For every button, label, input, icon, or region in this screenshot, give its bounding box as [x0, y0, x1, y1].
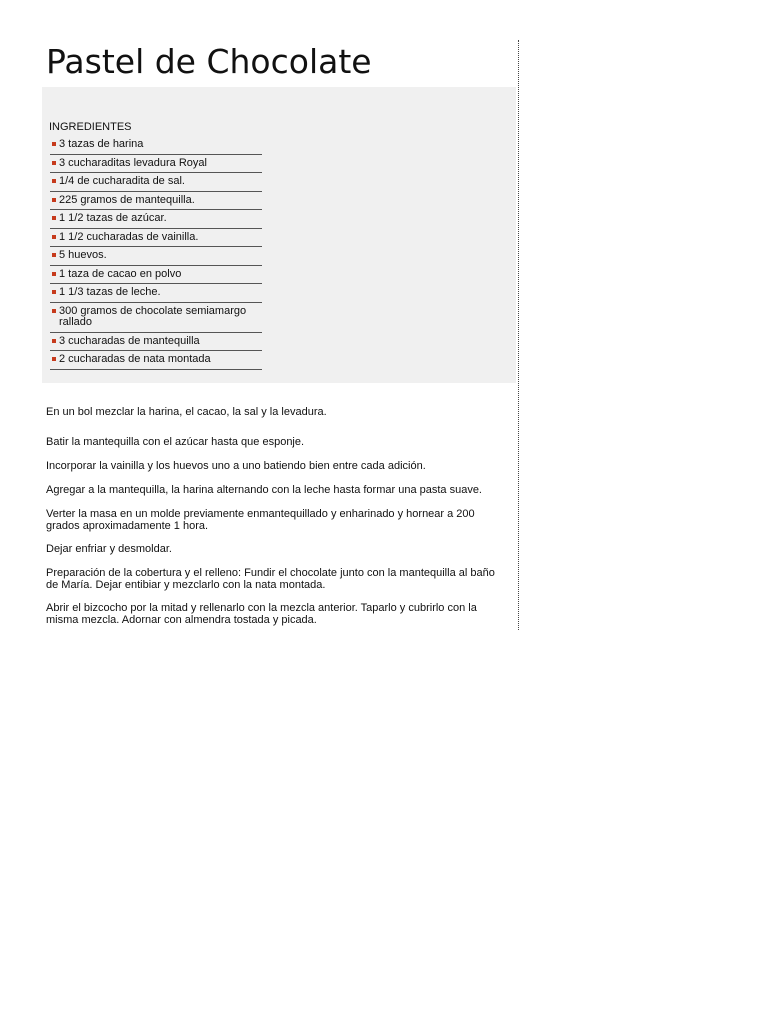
bullet-icon: [52, 235, 56, 239]
ingredient-text: 2 cucharadas de nata montada: [59, 353, 211, 365]
bullet-icon: [52, 198, 56, 202]
ingredient-item: [50, 247, 262, 266]
ingredient-text: 1 1/2 tazas de azúcar.: [59, 212, 167, 224]
bullet-icon: [52, 290, 56, 294]
ingredient-item: [50, 351, 262, 370]
ingredient-text: 1 1/2 cucharadas de vainilla.: [59, 230, 199, 243]
step-paragraph: Dejar enfriar y desmoldar.: [46, 543, 172, 555]
bullet-icon: [52, 179, 56, 183]
ingredient-text: 1/4 de cucharadita de sal.: [59, 175, 185, 187]
ingredient-item: [50, 192, 262, 211]
ingredient-list: [50, 136, 262, 370]
step-paragraph: Abrir el bizcocho por la mitad y rellenarlo con la mezcla anterior. Taparlo y cubrirlo con la misma mezcla. Adornar con almendra tostada y picada.: [46, 602, 477, 626]
ingredient-text: 1 1/3 tazas de leche.: [59, 286, 161, 298]
bullet-icon: [52, 272, 56, 276]
ingredient-item: [50, 155, 262, 174]
bullet-icon: [52, 161, 56, 165]
ingredient-item: [50, 333, 262, 352]
ingredient-text: 1 taza de cacao en polvo: [59, 267, 182, 280]
ingredient-text: 3 cucharaditas levadura Royal: [59, 156, 207, 169]
step-paragraph: Preparación de la cobertura y el relleno: Fundir el chocolate junto con la mantequilla al baño de María. Dejar entibiar y mezclarlo con la nata montada.: [46, 567, 495, 591]
ingredient-item: [50, 284, 262, 303]
step-paragraph: Incorporar la vainilla y los huevos uno a uno batiendo bien entre cada adición.: [46, 460, 426, 472]
step-paragraph: Verter la masa en un molde previamente enmantequillado y enharinado y hornear a 200 grados aproximadamente 1 hora.: [46, 508, 475, 532]
bullet-icon: [52, 216, 56, 220]
ingredient-item: [50, 266, 262, 285]
right-dotted-rule: [518, 40, 519, 630]
ingredient-item: [50, 303, 262, 333]
ingredients-heading: INGREDIENTES: [49, 121, 132, 133]
bullet-icon: [52, 357, 56, 361]
ingredient-text: 225 gramos de mantequilla.: [59, 193, 195, 206]
bullet-icon: [52, 253, 56, 257]
step-paragraph: Batir la mantequilla con el azúcar hasta que esponje.: [46, 436, 305, 448]
ingredient-text: 300 gramos de chocolate semiamargo rallado: [59, 304, 247, 328]
ingredient-text: 3 cucharadas de mantequilla: [59, 334, 200, 347]
bullet-icon: [52, 142, 56, 146]
bullet-icon: [52, 339, 56, 343]
ingredient-item: [50, 173, 262, 192]
ingredient-item: [50, 210, 262, 229]
bullet-icon: [52, 309, 56, 313]
ingredient-item: [50, 136, 262, 155]
step-paragraph: Agregar a la mantequilla, la harina alternando con la leche hasta formar una pasta suave.: [46, 484, 482, 496]
ingredient-text: 5 huevos.: [59, 249, 107, 261]
recipe-title: Pastel de Chocolate: [46, 42, 372, 81]
ingredient-item: [50, 229, 262, 248]
ingredient-text: 3 tazas de harina: [59, 138, 144, 150]
ingredients-panel: [42, 87, 516, 383]
step-paragraph: En un bol mezclar la harina, el cacao, la sal y la levadura.: [46, 406, 327, 418]
